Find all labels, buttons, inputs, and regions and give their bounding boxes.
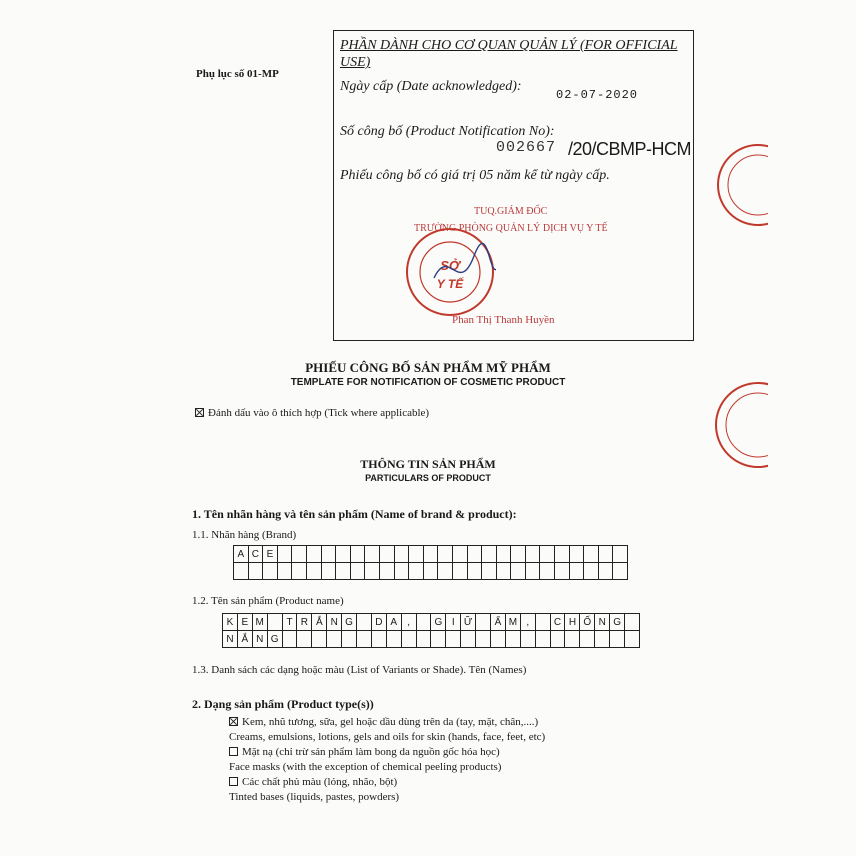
grid-cell: M: [253, 614, 268, 631]
grid-cell: ,: [521, 614, 536, 631]
grid-cell: [570, 546, 585, 563]
product-type-list: [229, 715, 545, 805]
grid-cell: [625, 614, 640, 631]
section-2-heading: 2. Dạng sản phẩm (Product type(s)): [192, 697, 374, 711]
grid-cell: C: [249, 546, 264, 563]
grid-cell: [322, 546, 337, 563]
grid-cell: [497, 563, 512, 580]
grid-cell: [536, 631, 551, 648]
signer-title-1: TUQ.GIÁM ĐỐC: [474, 206, 548, 217]
grid-cell: [292, 546, 307, 563]
tick-instruction: Đánh dấu vào ô thích hợp (Tick where applicable): [195, 407, 429, 419]
grid-cell: [551, 631, 566, 648]
notification-number: 002667: [496, 139, 557, 156]
grid-cell: G: [431, 614, 446, 631]
grid-cell: [417, 614, 432, 631]
grid-cell: [438, 546, 453, 563]
grid-cell: N: [223, 631, 238, 648]
grid-cell: E: [238, 614, 253, 631]
checkbox-icon[interactable]: [229, 747, 238, 756]
grid-cell: N: [595, 614, 610, 631]
variants-label: 1.3. Danh sách các dạng hoặc màu (List of Variants or Shade). Tên (Names): [192, 664, 527, 676]
grid-cell: [511, 563, 526, 580]
document-title: PHIẾU CÔNG BỐ SẢN PHẨM MỸ PHẨM: [305, 360, 551, 375]
grid-cell: [357, 614, 372, 631]
grid-cell: [409, 563, 424, 580]
grid-cell: [336, 563, 351, 580]
grid-cell: [292, 563, 307, 580]
grid-cell: [482, 546, 497, 563]
grid-cell: [395, 546, 410, 563]
grid-cell: [613, 546, 628, 563]
grid-cell: [351, 563, 366, 580]
grid-cell: [424, 563, 439, 580]
notification-suffix: /20/CBMP-HCM: [568, 139, 692, 159]
grid-cell: [307, 563, 322, 580]
product-type-item: Kem, nhũ tương, sữa, gel hoặc dầu dùng trên da (tay, mặt, chân,....): [229, 715, 545, 730]
grid-cell: [342, 631, 357, 648]
grid-cell: A: [387, 614, 402, 631]
grid-cell: [536, 614, 551, 631]
grid-cell: [365, 546, 380, 563]
checkbox-icon[interactable]: [229, 777, 238, 786]
grid-cell: [453, 546, 468, 563]
grid-cell: [625, 631, 640, 648]
brand-label: 1.1. Nhãn hàng (Brand): [192, 529, 297, 541]
grid-cell: [453, 563, 468, 580]
document-title-en: TEMPLATE FOR NOTIFICATION OF COSMETIC PRODUCT: [290, 377, 566, 388]
grid-cell: [380, 563, 395, 580]
grid-cell: [365, 563, 380, 580]
grid-cell: [570, 563, 585, 580]
grid-cell: [555, 563, 570, 580]
grid-cell: [417, 631, 432, 648]
official-use-box: [333, 30, 694, 341]
product-type-item-en: Face masks (with the exception of chemical peeling products): [229, 761, 502, 773]
grid-cell: D: [372, 614, 387, 631]
grid-cell: [372, 631, 387, 648]
grid-cell: R: [297, 614, 312, 631]
grid-cell: [336, 546, 351, 563]
grid-cell: A: [234, 546, 249, 563]
grid-cell: [468, 546, 483, 563]
grid-cell: [584, 546, 599, 563]
product-type-item: Mặt nạ (chỉ trừ sản phẩm làm bong da nguồn gốc hóa học): [229, 745, 545, 760]
grid-cell: C: [551, 614, 566, 631]
grid-cell: [387, 631, 402, 648]
grid-cell: [599, 563, 614, 580]
grid-cell: [580, 631, 595, 648]
seal-text-2: Y TẾ: [436, 277, 464, 291]
grid-cell: [263, 563, 278, 580]
grid-cell: K: [223, 614, 238, 631]
grid-cell: [446, 631, 461, 648]
grid-cell: [234, 563, 249, 580]
grid-cell: Ắ: [238, 631, 253, 648]
grid-cell: [468, 563, 483, 580]
grid-cell: [424, 546, 439, 563]
grid-cell: [409, 546, 424, 563]
grid-cell: G: [342, 614, 357, 631]
grid-cell: T: [283, 614, 298, 631]
grid-cell: [599, 546, 614, 563]
official-use-title: PHẦN DÀNH CHO CƠ QUAN QUẢN LÝ (FOR OFFICIAL USE): [340, 38, 678, 70]
product-type-item-en: Creams, emulsions, lotions, gels and oils for skin (hands, face, feet, etc): [229, 731, 546, 743]
grid-cell: [584, 563, 599, 580]
grid-cell: Ẩ: [491, 614, 506, 631]
product-name-label: 1.2. Tên sản phẩm (Product name): [192, 595, 344, 607]
signer-name: Phan Thị Thanh Huyền: [452, 314, 555, 326]
grid-cell: E: [263, 546, 278, 563]
annex-label: Phụ lục số 01-MP: [196, 68, 279, 80]
product-name-grid: [222, 613, 640, 648]
grid-cell: [540, 546, 555, 563]
grid-cell: [506, 631, 521, 648]
date-acknowledged-value: 02-07-2020: [556, 88, 639, 102]
grid-cell: [461, 631, 476, 648]
brand-grid: [233, 545, 628, 580]
side-seal-icon: [708, 140, 768, 230]
grid-cell: [249, 563, 264, 580]
grid-cell: [476, 614, 491, 631]
grid-cell: Ắ: [312, 614, 327, 631]
grid-cell: N: [327, 614, 342, 631]
validity-note: Phiếu công bố có giá trị 05 năm kể từ ngày cấp.: [340, 168, 610, 183]
official-seal-icon: [404, 226, 496, 318]
grid-cell: [521, 631, 536, 648]
signer-title-2: TRƯỞNG PHÒNG QUẢN LÝ DỊCH VỤ Y TẾ: [414, 223, 608, 234]
particulars-title: THÔNG TIN SẢN PHẨM: [360, 457, 496, 471]
grid-cell: [526, 546, 541, 563]
grid-cell: G: [268, 631, 283, 648]
grid-cell: [613, 563, 628, 580]
product-type-item-en: Tinted bases (liquids, pastes, powders): [229, 791, 400, 803]
grid-cell: [327, 631, 342, 648]
grid-cell: [565, 631, 580, 648]
grid-cell: [431, 631, 446, 648]
grid-cell: [540, 563, 555, 580]
grid-cell: [476, 631, 491, 648]
particulars-title-en: PARTICULARS OF PRODUCT: [365, 473, 491, 483]
checkbox-checked-icon: [195, 408, 204, 417]
grid-cell: [283, 631, 298, 648]
grid-cell: M: [506, 614, 521, 631]
grid-cell: [482, 563, 497, 580]
section-1-heading: 1. Tên nhãn hàng và tên sản phẩm (Name of brand & product):: [192, 507, 517, 521]
grid-cell: [395, 563, 410, 580]
seal-text-1: SỞ: [440, 258, 460, 273]
grid-cell: [491, 631, 506, 648]
grid-cell: [268, 614, 283, 631]
checkbox-checked-icon[interactable]: [229, 717, 238, 726]
grid-cell: [357, 631, 372, 648]
grid-cell: [307, 546, 322, 563]
product-type-item: Các chất phủ màu (lỏng, nhão, bột): [229, 775, 545, 790]
grid-cell: [312, 631, 327, 648]
grid-cell: I: [446, 614, 461, 631]
grid-cell: N: [253, 631, 268, 648]
grid-cell: H: [565, 614, 580, 631]
grid-cell: [595, 631, 610, 648]
grid-cell: [438, 563, 453, 580]
grid-cell: [511, 546, 526, 563]
notification-number-label: Số công bố (Product Notification No):: [340, 124, 555, 139]
grid-cell: [526, 563, 541, 580]
grid-cell: [497, 546, 512, 563]
grid-cell: [555, 546, 570, 563]
grid-cell: [610, 631, 625, 648]
grid-cell: [380, 546, 395, 563]
grid-cell: ,: [402, 614, 417, 631]
grid-cell: [278, 546, 293, 563]
grid-cell: Ữ: [461, 614, 476, 631]
grid-cell: Ố: [580, 614, 595, 631]
grid-cell: [297, 631, 312, 648]
grid-cell: G: [610, 614, 625, 631]
grid-cell: [402, 631, 417, 648]
grid-cell: [278, 563, 293, 580]
date-acknowledged-label: Ngày cấp (Date acknowledged):: [340, 79, 522, 94]
grid-cell: [351, 546, 366, 563]
grid-cell: [322, 563, 337, 580]
